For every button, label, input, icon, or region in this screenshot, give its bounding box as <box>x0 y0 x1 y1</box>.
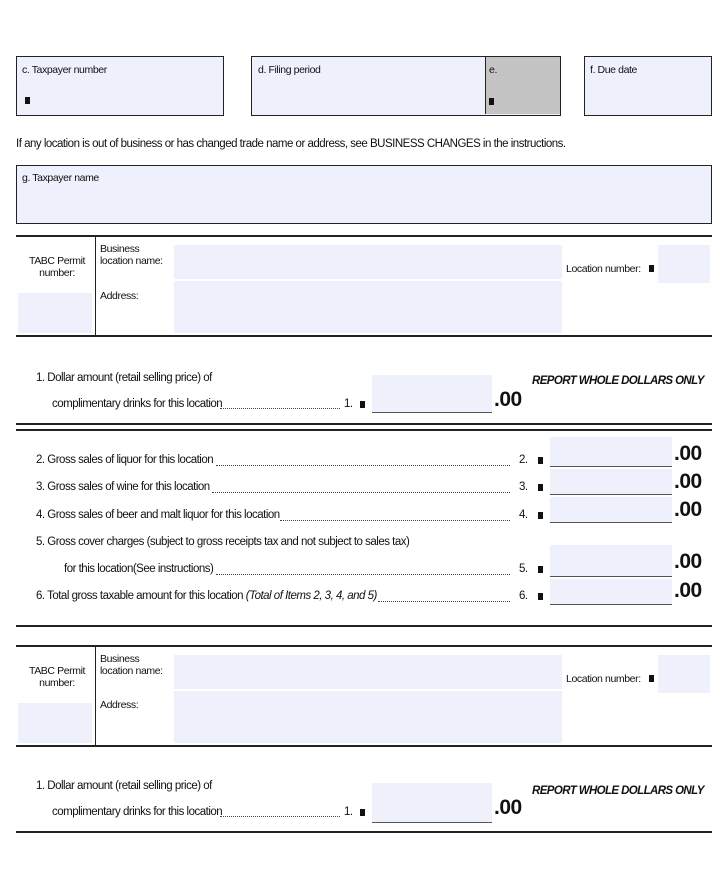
line-3-number: 3. <box>519 481 528 493</box>
line-1-number: 1. <box>344 398 353 410</box>
line-1-number: 1. <box>344 806 353 818</box>
leader-dots <box>280 520 510 521</box>
taxpayer-number-field[interactable] <box>16 56 224 116</box>
line-1-cents: .00 <box>494 388 522 411</box>
business-location-name-label: Business location name: <box>100 653 163 677</box>
line-5-text: 5. Gross cover charges (subject to gross receipts tax and not subject to sales tax) <box>36 536 410 548</box>
line-1-section-2 <box>16 747 712 833</box>
business-location-name-label: Business location name: <box>100 243 163 267</box>
business-location-name-input[interactable] <box>174 655 562 689</box>
tabc-permit-cell <box>16 647 96 745</box>
line-1-text-a: 1. Dollar amount (retail selling price) of <box>36 780 212 792</box>
taxpayer-name-label: g. Taxpayer name <box>22 172 99 184</box>
tabc-permit-input[interactable] <box>18 293 92 333</box>
leader-dots <box>220 816 340 817</box>
field-marker-icon <box>538 512 543 519</box>
line-4-number: 4. <box>519 509 528 521</box>
business-changes-notice: If any location is out of business or has changed trade name or address, see BUSINESS CHANGES in the instructions. <box>16 138 566 150</box>
leader-dots <box>216 574 510 575</box>
due-date-field[interactable] <box>584 56 712 116</box>
line-2-number: 2. <box>519 454 528 466</box>
line-1-text-b: complimentary drinks for this location <box>52 806 223 818</box>
address-input[interactable] <box>174 691 562 743</box>
line-1-amount-input[interactable] <box>372 375 492 413</box>
e-field[interactable] <box>485 57 560 114</box>
line-5-amount-input[interactable] <box>550 545 672 577</box>
line-2-amount-input[interactable] <box>550 437 672 467</box>
filing-period-label: d. Filing period <box>258 64 321 76</box>
field-marker-icon <box>538 484 543 491</box>
field-marker-icon <box>538 593 543 600</box>
location-number-label: Location number: <box>566 263 654 275</box>
line-5-number: 5. <box>519 563 528 575</box>
line-3-cents: .00 <box>674 470 702 493</box>
tabc-permit-label: TABC Permit number: <box>28 255 86 279</box>
gross-sales-section <box>16 429 712 627</box>
tabc-permit-cell <box>16 237 96 335</box>
tabc-permit-label: TABC Permit number: <box>28 665 86 689</box>
line-1-text-a: 1. Dollar amount (retail selling price) of <box>36 372 212 384</box>
report-whole-dollars-note: REPORT WHOLE DOLLARS ONLY <box>532 375 704 387</box>
location-number-input[interactable] <box>658 245 710 283</box>
location-number-input[interactable] <box>658 655 710 693</box>
location-block-1 <box>16 235 712 337</box>
address-label: Address: <box>100 699 139 711</box>
field-marker-icon <box>360 401 365 408</box>
tabc-permit-input[interactable] <box>18 703 92 743</box>
line-6-amount-input[interactable] <box>550 579 672 605</box>
leader-dots <box>220 408 340 409</box>
due-date-label: f. Due date <box>590 64 637 76</box>
leader-dots <box>378 601 510 602</box>
line-3-amount-input[interactable] <box>550 469 672 495</box>
field-marker-icon <box>538 566 543 573</box>
line-3-text: 3. Gross sales of wine for this location <box>36 481 210 493</box>
line-5-text-b: for this location(See instructions) <box>64 563 214 575</box>
filing-period-field[interactable] <box>251 56 561 116</box>
taxpayer-name-field[interactable] <box>16 165 712 224</box>
e-label: e. <box>489 64 497 76</box>
line-1-section <box>16 337 712 425</box>
field-marker-icon <box>25 97 30 104</box>
address-label: Address: <box>100 290 139 302</box>
field-marker-icon <box>360 809 365 816</box>
field-marker-icon <box>649 265 654 272</box>
line-6-cents: .00 <box>674 579 702 602</box>
field-marker-icon <box>649 675 654 682</box>
business-location-name-input[interactable] <box>174 245 562 279</box>
line-1-text-b: complimentary drinks for this location <box>52 398 223 410</box>
address-input[interactable] <box>174 281 562 333</box>
leader-dots <box>212 492 510 493</box>
field-marker-icon <box>538 457 543 464</box>
leader-dots <box>216 465 510 466</box>
line-6-text: 6. Total gross taxable amount for this location (Total of Items 2, 3, 4, and 5) <box>36 590 377 602</box>
location-number-label: Location number: <box>566 673 654 685</box>
line-5-cents: .00 <box>674 550 702 573</box>
location-block-2 <box>16 645 712 747</box>
line-6-italic-note: (Total of Items 2, 3, 4, and 5) <box>245 590 377 602</box>
line-4-cents: .00 <box>674 498 702 521</box>
line-2-cents: .00 <box>674 442 702 465</box>
line-2-text: 2. Gross sales of liquor for this location <box>36 454 214 466</box>
line-1-amount-input[interactable] <box>372 783 492 823</box>
report-whole-dollars-note: REPORT WHOLE DOLLARS ONLY <box>532 785 704 797</box>
line-6-number: 6. <box>519 590 528 602</box>
line-4-amount-input[interactable] <box>550 497 672 523</box>
field-marker-icon <box>489 98 494 105</box>
line-4-text: 4. Gross sales of beer and malt liquor for this location <box>36 509 280 521</box>
line-1-cents: .00 <box>494 796 522 819</box>
taxpayer-number-label: c. Taxpayer number <box>22 64 107 76</box>
